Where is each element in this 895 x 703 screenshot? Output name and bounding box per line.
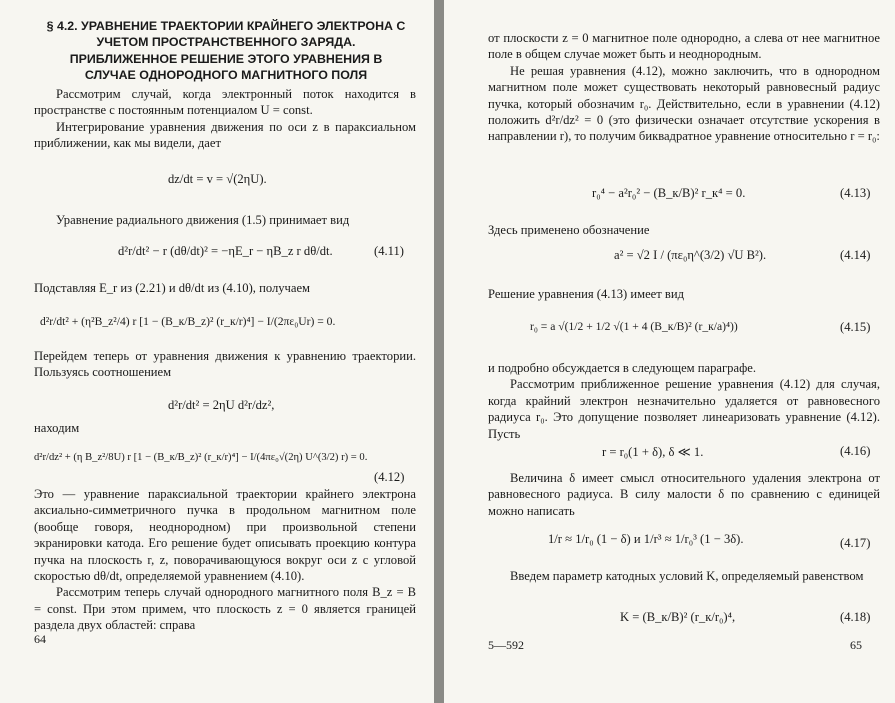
paragraph: Не решая уравнения (4.12), можно заключить, что в однородном магнитном поле может существовать некоторый равновесный радиус пучка, который обозначим r₀. Действительно, если в уравнении (4.12) положить d²r/dz² = 0 (это физически означает отсутствие ускорения в направлении r), то получим биквадратное уравнение относительно r = r₀: [488, 63, 880, 144]
paragraph: Рассмотрим приближенное решение уравнения (4.12) для случая, когда крайний электрон незначительно удаляется от равновесного радиуса r₀. Это допущение позволяет линеаризовать уравнение (4.12). Пусть [488, 377, 880, 441]
equation-unnumbered-1: d²r/dt² + (η²B_z²/4) r [1 − (B_к/B_z)² (r_к/r)⁴] − I/(2πε₀Ur) = 0. [40, 315, 336, 328]
paragraph: находим [34, 421, 80, 435]
paragraph: Введем параметр катодных условий K, определяемый равенством [510, 569, 864, 583]
equation-relation: d²r/dt² = 2ηU d²r/dz², [168, 398, 275, 412]
paragraph: Это — уравнение параксиальной траектории крайнего электрона аксиально-симметричного пучка в продольном магнитном поле (вообще говоря, неоднородном) при произвольной степени экранировки катода. Его решение будет описывать проекцию контура пучка на плоскость r, z, поворачивающуюся вокруг оси z с угловой скоростью dθ/dt, определяемой уравнением (4.10). [34, 487, 416, 584]
left-text-block-4 [34, 348, 416, 381]
left-text-block-6 [34, 486, 416, 634]
paragraph: Величина δ имеет смысл относительного удаления электрона от равновесного радиуса. В силу малости δ по сравнению с единицей можно написать [488, 471, 880, 518]
equation-4-14: a² = √2 I / (πε₀η^(3/2) √U B²). [614, 248, 767, 262]
left-page [0, 0, 434, 703]
paragraph: Уравнение радиального движения (1.5) принимает вид [56, 213, 350, 227]
equation-number-4-14: (4.14) [840, 248, 871, 262]
equation-4-15: r₀ = a √(1/2 + 1/2 √(1 + 4 (B_к/B)² (r_к/a)⁴)) [530, 320, 738, 333]
right-text-block-1 [488, 30, 880, 145]
equation-number-4-18: (4.18) [840, 610, 871, 624]
paragraph: и подробно обсуждается в следующем параграфе. [488, 361, 756, 375]
equation-4-18: K = (B_к/B)² (r_к/r₀)⁴, [620, 610, 736, 624]
right-text-block-3 [488, 286, 880, 302]
left-text-block-2 [34, 212, 416, 228]
printer-signature: 5—592 [488, 638, 524, 652]
equation-4-11: d²r/dt² − r (dθ/dt)² = −ηE_r − ηB_z r dθ/dt. [118, 244, 333, 258]
equation-4-13: r₀⁴ − a²r₀² − (B_к/B)² r_к⁴ = 0. [592, 186, 746, 200]
left-text-block-5 [34, 420, 416, 436]
equation-number-4-17: (4.17) [840, 536, 871, 550]
paragraph: Рассмотрим теперь случай однородного магнитного поля B_z = B = const. При этом примем, что плоскость z = 0 является границей раздела двух областей: справа [34, 585, 416, 633]
equation-number-4-11: (4.11) [374, 244, 404, 258]
equation-number-4-13: (4.13) [840, 186, 871, 200]
equation-number-4-16: (4.16) [840, 444, 871, 458]
right-page [444, 0, 895, 703]
equation-number-4-15: (4.15) [840, 320, 871, 334]
equation-number-4-12: (4.12) [374, 470, 405, 484]
paragraph: от плоскости z = 0 магнитное поле однородно, а слева от нее магнитное поле в общем случае может быть и неоднородным. [488, 31, 880, 62]
right-text-block-4 [488, 360, 880, 442]
equation-velocity: dz/dt = v = √(2ηU). [168, 172, 267, 186]
section-title: § 4.2. УРАВНЕНИЕ ТРАЕКТОРИИ КРАЙНЕГО ЭЛЕКТРОНА С УЧЕТОМ ПРОСТРАНСТВЕННОГО ЗАРЯДА. ПРИБЛИЖЕННОЕ РЕШЕНИЕ ЭТОГО УРАВНЕНИЯ В СЛУЧАЕ ОДНОРОДНОГО МАГНИТНОГО ПОЛЯ [46, 19, 406, 83]
right-text-block-2 [488, 222, 880, 238]
equation-4-12: d²r/dz² + (η B_z²/8U) r [1 − (B_к/B_z)² (r_к/r)⁴] − I/(4πε₀√(2η) U^(3/2) r) = 0. [34, 452, 368, 463]
right-text-block-5 [488, 470, 880, 519]
right-text-block-6 [488, 568, 880, 584]
left-text-block-1 [34, 86, 416, 152]
equation-4-16: r = r₀(1 + δ), δ ≪ 1. [602, 445, 704, 459]
equation-4-17: 1/r ≈ 1/r₀ (1 − δ) и 1/r³ ≈ 1/r₀³ (1 − 3δ). [548, 532, 744, 546]
paragraph: Решение уравнения (4.13) имеет вид [488, 287, 685, 301]
book-gutter [434, 0, 444, 703]
paragraph: Перейдем теперь от уравнения движения к уравнению траектории. Пользуясь соотношением [34, 349, 416, 380]
page-number: 65 [850, 638, 862, 652]
page-number: 64 [34, 632, 46, 646]
paragraph: Рассмотрим случай, когда электронный поток находится в пространстве с постоянным потенциалом U = const. [34, 87, 416, 118]
paragraph: Здесь применено обозначение [488, 223, 650, 237]
paragraph: Интегрирование уравнения движения по оси z в параксиальном приближении, как мы видели, дает [34, 119, 416, 151]
paragraph: Подставляя E_r из (2.21) и dθ/dt из (4.10), получаем [34, 281, 311, 295]
left-text-block-3 [34, 280, 416, 296]
